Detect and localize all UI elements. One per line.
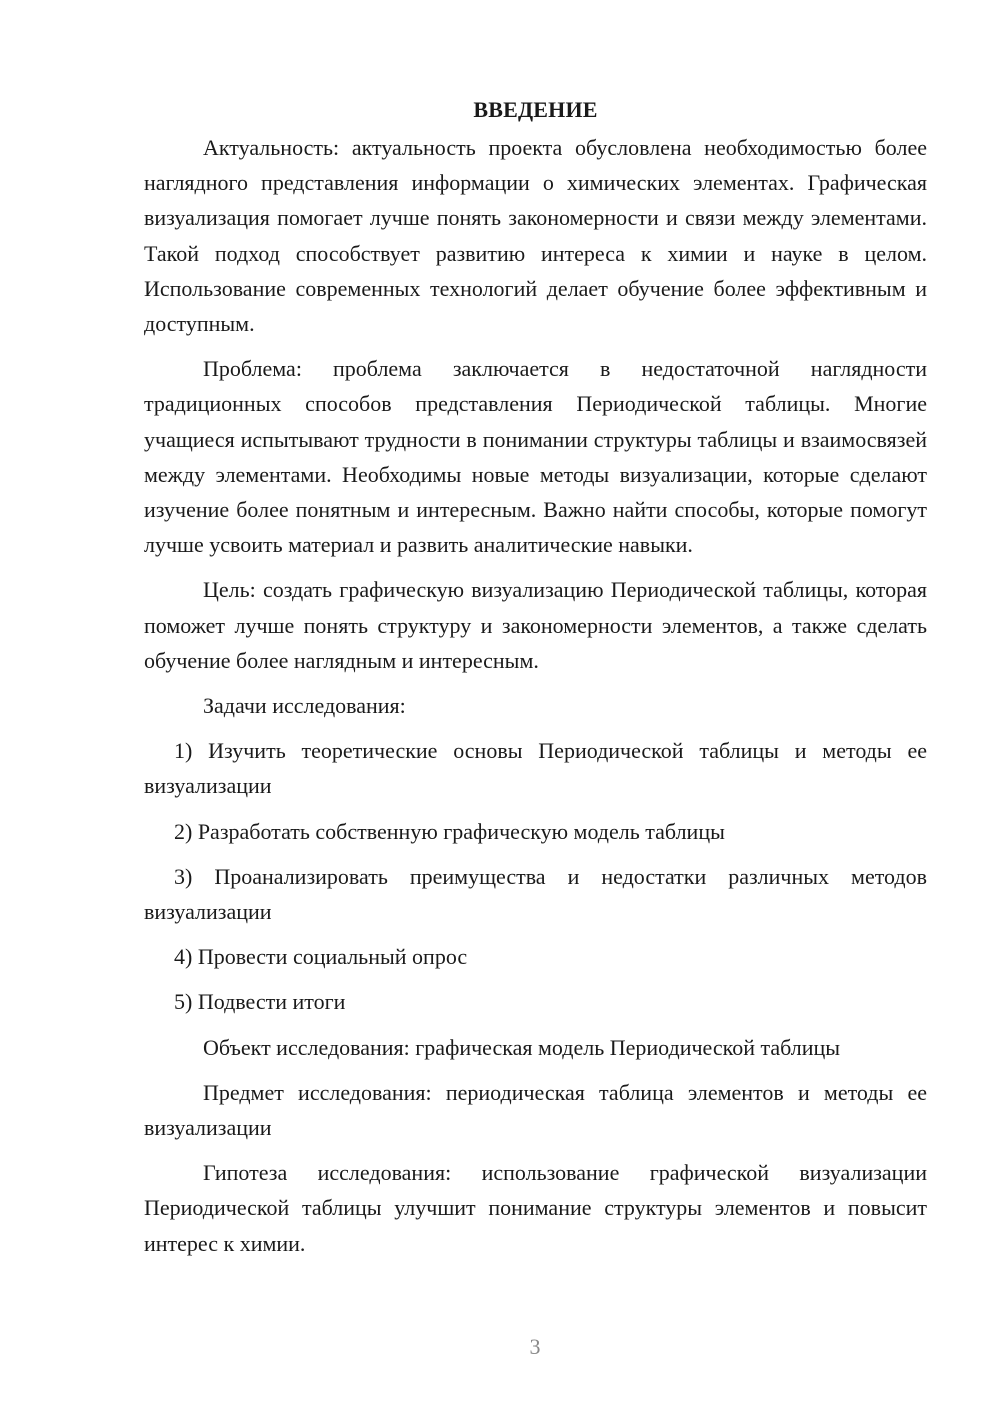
object-paragraph: Объект исследования: графическая модель Периодической таблицы — [203, 1034, 841, 1060]
goal-paragraph: Цель: создать графическую визуализацию Периодической таблицы, которая поможет лучше понять структуру и закономерности элементов, а также сделать обучение более наглядным и интересным. — [144, 577, 927, 673]
problem-paragraph: Проблема: проблема заключается в недостаточной наглядности традиционных способов представления Периодической таблицы. Многие учащиеся испытывают трудности в понимании структуры таблицы и взаимосвязей между элементами. Необходимы новые методы визуализации, которые сделают изучение более понятным и интересным. Важно найти способы, которые помогут лучше усвоить материал и развить аналитические навыки. — [144, 356, 927, 558]
document-page — [144, 94, 927, 1271]
task-item-4: 4) Провести социальный опрос — [174, 944, 468, 970]
task-item-3: 3) Проанализировать преимущества и недостатки различных методов визуализации — [144, 863, 927, 925]
task-item-2: 2) Разработать собственную графическую модель таблицы — [174, 818, 725, 844]
tasks-heading: Задачи исследования: — [203, 693, 406, 719]
task-item-5: 5) Подвести итоги — [174, 989, 346, 1015]
hypothesis-paragraph: Гипотеза исследования: использование графической визуализации Периодической таблицы улучшит понимание структуры элементов и повысит интерес к химии. — [144, 1160, 927, 1256]
task-item-1: 1) Изучить теоретические основы Периодической таблицы и методы ее визуализации — [144, 738, 927, 799]
subject-paragraph: Предмет исследования: периодическая таблица элементов и методы ее визуализации — [144, 1079, 927, 1141]
page-title: ВВЕДЕНИЕ — [473, 97, 598, 122]
page-number: 3 — [529, 1334, 541, 1359]
relevance-paragraph: Актуальность: актуальность проекта обусловлена необходимостью более наглядного представления информации о химических элементах. Графическая визуализация помогает лучше понять закономерности и связи между элементами. Такой подход способствует развитию интереса к химии и науке в целом. Использование современных технологий делает обучение более эффективным и доступным. — [144, 135, 927, 337]
